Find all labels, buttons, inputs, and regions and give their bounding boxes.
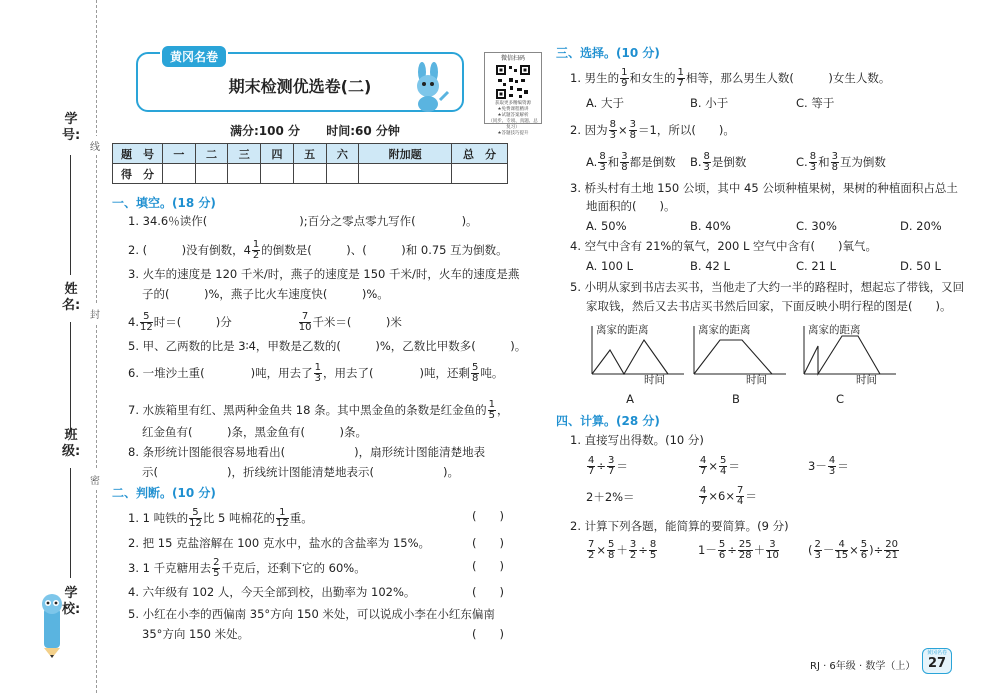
fill-q8-line1: 8. 条形统计图能很容易地看出( )，扇形统计图能清楚地表 (128, 445, 486, 459)
choice-q3-option-b[interactable]: B. 40% (690, 219, 731, 233)
answer-paren[interactable]: ( ) (472, 627, 504, 641)
answer-paren[interactable]: ( ) (472, 559, 504, 573)
section-title-judge: 二、判断。(10 分) (112, 486, 216, 500)
footer-info: RJ · 6年级 · 数学（上） (810, 661, 916, 672)
choice-q1-option-b[interactable]: B. 小于 (690, 96, 729, 110)
fill-q2: 2. ( )没有倒数，4 $\frac{1}{2}$ 的倒数是( )、( )和 0.75 互为倒数。 (128, 239, 508, 261)
choice-q3-option-c[interactable]: C. 30% (796, 219, 837, 233)
full-score: 满分:100 分 (230, 124, 301, 138)
fill-q1: 1. 34.6％读作( );百分之零点零九写作( )。 (128, 214, 478, 228)
graph-c[interactable] (802, 322, 898, 386)
score-cell[interactable] (228, 164, 261, 184)
calc-expr-3: 3－ $\frac{4}{3}$ ＝ (808, 455, 849, 477)
graph-b-xlabel: 时间 (746, 374, 767, 386)
binding-mark-seal: 封 (90, 304, 100, 323)
choice-q2-option-b[interactable]: B. $\frac{8}{3}$ 是倒数 (690, 151, 747, 173)
choice-q4-option-c[interactable]: C. 21 L (796, 259, 837, 273)
calc-expr-4: 2＋2%＝ (586, 490, 635, 504)
qr-caption: ★试题答案解析 (497, 113, 529, 118)
calc-expr-1: $\frac{4}{7}$ ÷ $\frac{3}{7}$ ＝ (588, 455, 628, 477)
graph-a-xlabel: 时间 (644, 374, 665, 386)
brand-logo: 黄冈名卷 (160, 44, 228, 69)
section-title-fill: 一、填空。(18 分) (112, 196, 216, 210)
score-table-row (113, 164, 508, 184)
choice-q4-option-d[interactable]: D. 50 L (900, 259, 941, 273)
section-title-choice: 三、选择。(10 分) (556, 46, 660, 60)
choice-q4: 4. 空气中含有 21%的氧气，200 L 空气中含有( )氧气。 (570, 239, 877, 253)
page-title: 期末检测优选卷(二) (228, 77, 372, 96)
choice-q2-option-a[interactable]: A. $\frac{8}{3}$ 和 $\frac{3}{8}$ 都是倒数 (586, 151, 676, 173)
choice-q3-option-a[interactable]: A. 50% (586, 219, 627, 233)
name-line[interactable] (70, 322, 71, 432)
choice-q4-option-b[interactable]: B. 42 L (690, 259, 730, 273)
answer-paren[interactable]: ( ) (472, 536, 504, 550)
score-table-header (113, 144, 508, 164)
binding-mark-line: 线 (90, 136, 100, 155)
qr-code-panel[interactable] (484, 52, 542, 136)
choice-q1-option-c[interactable]: C. 等于 (796, 96, 835, 110)
choice-q2-option-c[interactable]: C. $\frac{8}{3}$ 和 $\frac{3}{8}$ 互为倒数 (796, 151, 886, 173)
exam-info (230, 122, 422, 139)
judge-q3: 3. 1 千克糖用去 $\frac{2}{5}$ 千克后，还剩下它的 60%。 ( ) (128, 557, 504, 579)
choice-q3-option-d[interactable]: D. 20% (900, 219, 942, 233)
score-cell[interactable] (326, 164, 359, 184)
fill-q7: 7. 水族箱里有红、黑两种金鱼共 18 条。其中黑金鱼的条数是红金鱼的 $\frac{1}{5}$ ， (128, 399, 509, 421)
choice-q4-option-a[interactable]: A. 100 L (586, 259, 633, 273)
title-banner (136, 52, 464, 112)
score-cell[interactable] (195, 164, 228, 184)
score-cell[interactable] (452, 164, 508, 184)
rabbit-mascot-icon (406, 62, 452, 112)
fill-q3-line2: 子的( )%，燕子比火车速度快( )%。 (142, 287, 389, 301)
table-header-cell: 附加题 (359, 144, 452, 164)
judge-q4: 4. 六年级有 102 人，今天全部到校，出勤率为 102%。 ( ) (128, 585, 504, 599)
calc-sub1: 1. 直接写出得数。(10 分) (570, 433, 704, 447)
fill-q8-line2: 示( )，折线统计图能清楚地表示( )。 (142, 465, 459, 479)
judge-q2: 2. 把 15 克盐溶解在 100 克水中，盐水的含盐率为 15%。 ( ) (128, 536, 504, 550)
choice-q3-line1: 3. 桥头村有土地 150 公顷，其中 45 公顷种植果树，果树的种植面积占总土 (570, 181, 958, 195)
judge-q5-line2: 35°方向 150 米处。 ( ) (142, 627, 504, 641)
calc-complex-2: 1－ $\frac{5}{6}$ ÷ $\frac{25}{28}$ ＋ $\frac{3}{10}$ (698, 539, 779, 561)
school-label: 学校: (62, 586, 81, 617)
qr-caption: ★答题技巧提升 (497, 131, 529, 136)
binding-mark-secret: 密 (90, 470, 100, 489)
fill-q7-line2: 红金鱼有( )条，黑金鱼有( )条。 (142, 425, 367, 439)
graph-c-xlabel: 时间 (856, 374, 877, 386)
name-label: 姓名: (62, 282, 81, 313)
choice-q5-line1: 5. 小明从家到书店去买书，当他走了大约一半的路程时，想起忘了带钱，又回 (570, 280, 965, 294)
graph-b[interactable] (692, 322, 788, 386)
time-limit: 时间:60 分钟 (326, 124, 400, 138)
fill-q4: 4. $\frac{5}{12}$ 时＝( )分 $\frac{7}{10}$ 千米＝( )米 (128, 311, 402, 333)
score-table (112, 143, 508, 184)
score-cell[interactable] (293, 164, 326, 184)
choice-q1-option-a[interactable]: A. 大于 (586, 96, 624, 110)
graph-a[interactable] (590, 322, 686, 386)
pencil-mascot-icon (34, 590, 70, 660)
qr-caption: ★免费课程精讲 (497, 107, 529, 112)
score-cell[interactable] (359, 164, 452, 184)
binding-strip (0, 0, 108, 693)
table-header-cell: 三 (228, 144, 261, 164)
choice-q1: 1. 男生的 $\frac{1}{9}$ 和女生的 $\frac{1}{7}$ 相等，那么男生人数( )女生人数。 (570, 67, 891, 89)
class-line[interactable] (70, 468, 71, 578)
calc-expr-5: $\frac{4}{7}$ ×6× $\frac{7}{4}$ ＝ (700, 485, 757, 507)
qr-code-icon[interactable] (495, 64, 531, 100)
page-badge-label: 黄冈名卷 (926, 650, 947, 656)
choice-q2: 2. 因为 $\frac{8}{3}$ × $\frac{3}{8}$ ＝1，所以( )。 (570, 119, 735, 141)
calc-complex-3: ( $\frac{2}{3}$ － $\frac{4}{15}$ × $\frac{5}{6}$ )÷ $\frac{20}{21}$ (808, 539, 898, 561)
score-cell[interactable] (163, 164, 196, 184)
calc-complex-1: $\frac{7}{2}$ × $\frac{5}{8}$ ＋ $\frac{3}{2}$ ÷ $\frac{8}{5}$ (588, 539, 657, 561)
class-label: 班级: (62, 428, 81, 459)
student-id-label: 学号: (62, 112, 81, 143)
table-header-cell: 二 (195, 144, 228, 164)
answer-paren[interactable]: ( ) (472, 509, 504, 523)
graph-c-ylabel: 离家的距离 (808, 324, 861, 336)
graph-b-ylabel: 离家的距离 (698, 324, 751, 336)
graph-c-letter: C (835, 392, 845, 406)
calc-sub2: 2. 计算下列各题，能简算的要简算。(9 分) (570, 519, 789, 533)
page-number: 27 (927, 656, 947, 671)
table-header-cell: 题 号 (113, 144, 163, 164)
fill-q6: 6. 一堆沙土重( )吨，用去了 $\frac{1}{3}$ ，用去了( )吨，还剩 $\frac{5}{8}$ 吨。 (128, 362, 504, 384)
table-header-cell: 五 (293, 144, 326, 164)
choice-q3-line2: 地面积的( )。 (586, 199, 676, 213)
qr-title: 微信扫码 (500, 55, 525, 62)
table-header-cell: 六 (326, 144, 359, 164)
graph-a-letter: A (626, 392, 634, 406)
fill-q3-line1: 3. 火车的速度是 120 千米/时，燕子的速度是 150 千米/时，火车的速度是燕 (128, 267, 520, 281)
qr-caption: 获取更多精编资源 (495, 101, 531, 106)
table-header-cell: 一 (163, 144, 196, 164)
qr-caption: （同步、专项、真题、总复习） (488, 119, 538, 130)
page-number-badge (922, 648, 952, 674)
calc-expr-2: $\frac{4}{7}$ × $\frac{5}{4}$ ＝ (700, 455, 740, 477)
table-header-cell: 四 (261, 144, 294, 164)
judge-q5-line1: 5. 小红在小李的西偏南 35°方向 150 米处，可以说成小李在小红东偏南 (128, 607, 495, 621)
table-row-label: 得 分 (113, 164, 163, 184)
fill-q5: 5. 甲、乙两数的比是 3∶4，甲数是乙数的( )%，乙数比甲数多( )。 (128, 339, 527, 353)
choice-q5-line2: 家取钱，然后又去书店买书然后回家，下面反映小明行程的图是( )。 (586, 299, 952, 313)
student-id-line[interactable] (70, 155, 71, 275)
judge-q1: 1. 1 吨铁的 $\frac{5}{12}$ 比 5 吨棉花的 $\frac{1}{12}$ 重。 ( ) (128, 507, 504, 529)
section-title-calc: 四、计算。(28 分) (556, 414, 660, 428)
graph-a-ylabel: 离家的距离 (596, 324, 649, 336)
graph-b-letter: B (732, 392, 740, 406)
binding-dashed-line (96, 0, 97, 693)
score-cell[interactable] (261, 164, 294, 184)
answer-paren[interactable]: ( ) (472, 585, 504, 599)
table-header-cell: 总 分 (452, 144, 508, 164)
